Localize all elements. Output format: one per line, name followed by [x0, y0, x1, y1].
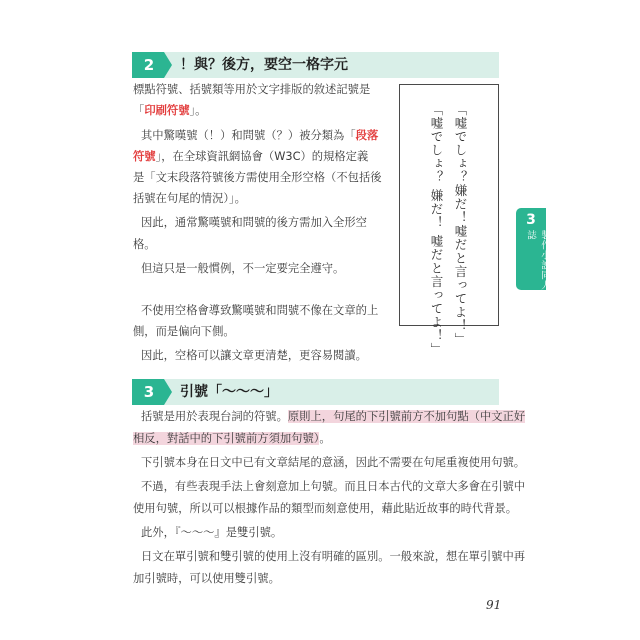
s3-para3-line1: 不過，有些表現手法上會刻意加上句號。而且日本古代的文章大多會在引號中: [141, 480, 526, 493]
s3-para4: 此外，『～～～』是雙引號。: [141, 526, 283, 539]
s2-para1-line1: 標點符號、括號類等用於文字排版的敘述記號是: [133, 83, 371, 96]
highlighted-rule-1: 原則上，句尾的下引號前方不加句點（中文正好: [287, 410, 526, 423]
s2-para4: 但這只是一般慣例，不一定要完全遵守。: [141, 262, 345, 275]
term-paragraph-symbols-2: 符號: [133, 150, 156, 163]
s3-para5-line1: 日文在單引號和雙引號的使用上沒有明確的區別。一般來說，想在單引號中再: [141, 550, 526, 563]
s2-para2-line1: 其中驚嘆號（！）和問號（？）被分類為「段落: [141, 129, 379, 142]
example-with-spaces: 「嘘でしょ？ 嫌だ！ 嘘だと言ってよ！」: [429, 103, 444, 356]
page-number: 91: [486, 598, 502, 612]
s2-para3-line2: 格。: [133, 238, 156, 251]
chapter-number: 3: [526, 212, 536, 228]
section-3-title: 引號「～～～」: [180, 384, 278, 400]
s3-para3-line2: 使用句號，所以可以根據作品的類型而刻意使用，藉此貼近故事的時代背景。: [133, 502, 518, 515]
vertical-example-box: [399, 84, 499, 356]
section-2-header: [132, 52, 499, 78]
chapter-label: 製作小說同人誌: [525, 230, 550, 290]
s2-para5-line1: 不使用空格會導致驚嘆號和問號不像在文章的上: [141, 304, 379, 317]
example-without-spaces: 「嘘でしょ？嫌だ！嘘だと言ってよ！」: [453, 103, 468, 346]
section-3-header: [132, 379, 499, 405]
s3-para2: 下引號本身在日文中已有文章結尾的意涵，因此不需要在句尾重複使用句號。: [141, 456, 526, 469]
s2-para2-line4: 括號在句尾的情況）」。: [133, 192, 246, 205]
s2-para6: 因此，空格可以讓文章更清楚，更容易閱讀。: [141, 349, 367, 362]
s2-para5-line2: 側，而是偏向下側。: [133, 325, 235, 338]
s2-para2-line2: 符號」，在全球資訊網協會（W3C）的規格定義: [133, 150, 369, 163]
term-paragraph-symbols-1: 段落: [355, 129, 379, 142]
section-3-number: 3: [143, 383, 155, 401]
s3-para1-line1: 括號是用於表現台詞的符號。原則上，句尾的下引號前方不加句點（中文正好: [141, 410, 526, 423]
highlighted-rule-2: 相反，對話中的下引號前方須加句號）: [133, 432, 320, 445]
s2-para2-line3: 是「文末段落符號後方需使用全形空格（不包括後: [133, 171, 382, 184]
s3-para5-line2: 加引號時，可以使用雙引號。: [133, 572, 280, 585]
chapter-side-tab: [516, 208, 550, 290]
s2-para3-line1: 因此，通常驚嘆號和問號的後方需加入全形空: [141, 216, 367, 229]
section-2-number: 2: [143, 56, 155, 74]
s2-para1-line2: 「印刷符號」。: [133, 104, 207, 117]
s3-para1-line2: 相反，對話中的下引號前方須加句號）。: [133, 432, 331, 445]
term-print-symbols: 印刷符號: [144, 104, 190, 117]
section-2-title: ！與？後方，要空一格字元: [180, 57, 348, 73]
